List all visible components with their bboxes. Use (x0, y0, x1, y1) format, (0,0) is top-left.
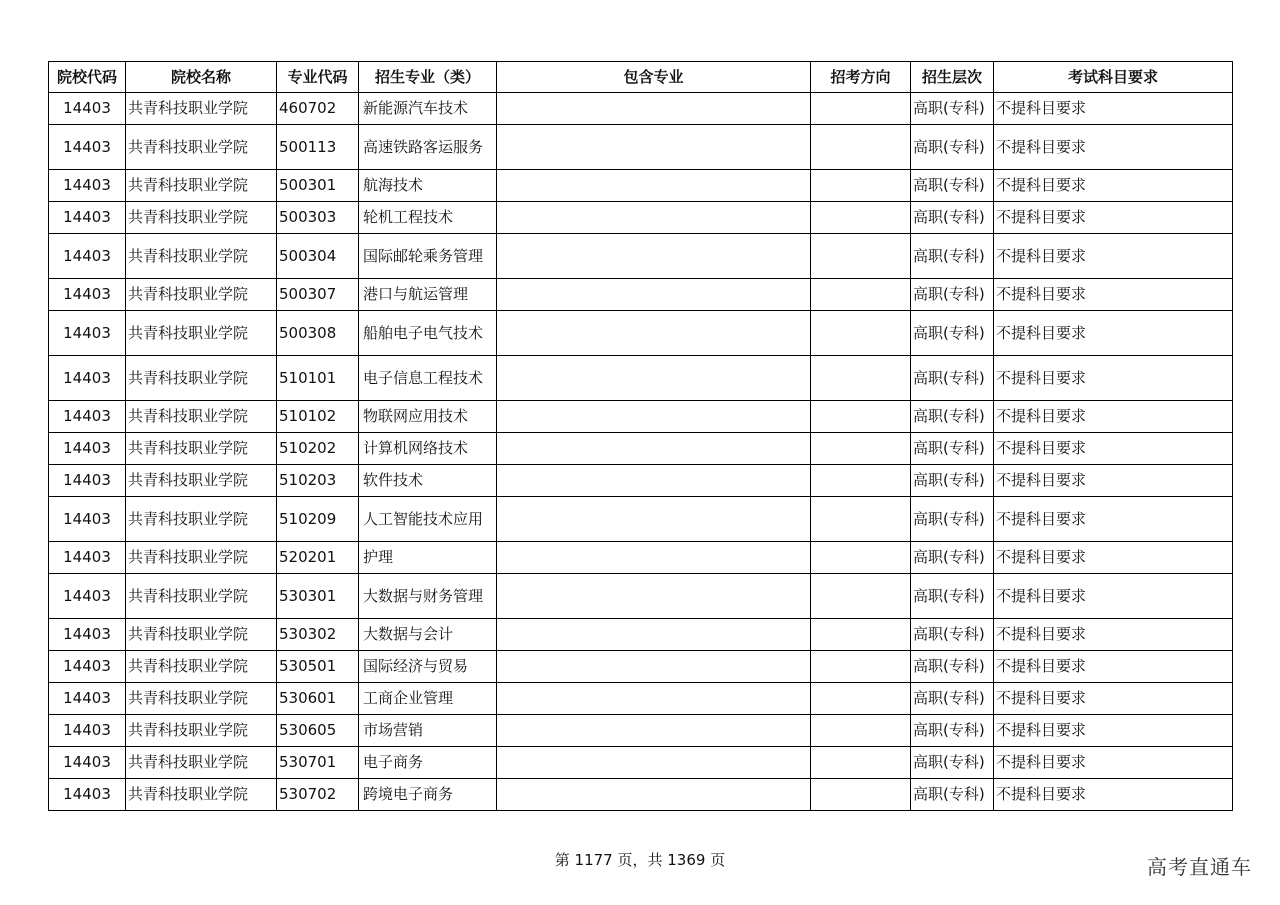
cell-school-code: 14403 (49, 651, 126, 683)
table-row (49, 747, 1233, 779)
cell-subject-requirement: 不提科目要求 (994, 125, 1233, 170)
cell-major-name: 港口与航运管理 (359, 279, 497, 311)
cell-school-code: 14403 (49, 202, 126, 234)
cell-school-code: 14403 (49, 279, 126, 311)
cell-school-code: 14403 (49, 125, 126, 170)
cell-school-code: 14403 (49, 311, 126, 356)
table-row (49, 93, 1233, 125)
cell-school-code: 14403 (49, 170, 126, 202)
table-row (49, 279, 1233, 311)
cell-major-code: 510102 (277, 401, 359, 433)
cell-direction (811, 234, 911, 279)
cell-subject-requirement: 不提科目要求 (994, 202, 1233, 234)
cell-major-name: 高速铁路客运服务 (359, 125, 497, 170)
cell-major-code: 500113 (277, 125, 359, 170)
table-row (49, 465, 1233, 497)
cell-school-name: 共青科技职业学院 (126, 574, 277, 619)
cell-school-name: 共青科技职业学院 (126, 651, 277, 683)
cell-subject-requirement: 不提科目要求 (994, 465, 1233, 497)
cell-level: 高职(专科) (911, 311, 994, 356)
cell-school-code: 14403 (49, 715, 126, 747)
cell-direction (811, 619, 911, 651)
cell-major-code: 510101 (277, 356, 359, 401)
cell-school-code: 14403 (49, 683, 126, 715)
cell-level: 高职(专科) (911, 574, 994, 619)
cell-included-majors (497, 651, 811, 683)
cell-school-code: 14403 (49, 497, 126, 542)
page-number: 第 1177 页，共 1369 页 (554, 851, 726, 869)
cell-major-name: 国际经济与贸易 (359, 651, 497, 683)
table-row (49, 433, 1233, 465)
cell-major-code: 500303 (277, 202, 359, 234)
cell-included-majors (497, 401, 811, 433)
cell-school-code: 14403 (49, 619, 126, 651)
header-included-majors: 包含专业 (497, 62, 811, 93)
cell-included-majors (497, 779, 811, 811)
cell-school-name: 共青科技职业学院 (126, 125, 277, 170)
cell-direction (811, 125, 911, 170)
cell-direction (811, 715, 911, 747)
cell-major-code: 500304 (277, 234, 359, 279)
cell-school-name: 共青科技职业学院 (126, 465, 277, 497)
cell-included-majors (497, 356, 811, 401)
cell-included-majors (497, 170, 811, 202)
cell-direction (811, 497, 911, 542)
header-major-code: 专业代码 (277, 62, 359, 93)
cell-included-majors (497, 433, 811, 465)
admissions-table (48, 61, 1233, 811)
table-row (49, 125, 1233, 170)
cell-subject-requirement: 不提科目要求 (994, 651, 1233, 683)
cell-major-code: 510203 (277, 465, 359, 497)
cell-direction (811, 356, 911, 401)
cell-school-name: 共青科技职业学院 (126, 234, 277, 279)
cell-major-name: 计算机网络技术 (359, 433, 497, 465)
table-row (49, 311, 1233, 356)
cell-level: 高职(专科) (911, 356, 994, 401)
cell-level: 高职(专科) (911, 170, 994, 202)
cell-included-majors (497, 125, 811, 170)
cell-major-code: 510202 (277, 433, 359, 465)
cell-major-code: 500307 (277, 279, 359, 311)
cell-major-name: 电子信息工程技术 (359, 356, 497, 401)
cell-subject-requirement: 不提科目要求 (994, 433, 1233, 465)
cell-level: 高职(专科) (911, 234, 994, 279)
table-row (49, 170, 1233, 202)
cell-direction (811, 202, 911, 234)
cell-included-majors (497, 683, 811, 715)
cell-included-majors (497, 542, 811, 574)
cell-school-name: 共青科技职业学院 (126, 747, 277, 779)
cell-school-name: 共青科技职业学院 (126, 619, 277, 651)
cell-major-name: 工商企业管理 (359, 683, 497, 715)
cell-level: 高职(专科) (911, 683, 994, 715)
cell-subject-requirement: 不提科目要求 (994, 747, 1233, 779)
cell-school-code: 14403 (49, 779, 126, 811)
cell-subject-requirement: 不提科目要求 (994, 279, 1233, 311)
admissions-table-container (48, 61, 1232, 811)
cell-level: 高职(专科) (911, 651, 994, 683)
table-row (49, 497, 1233, 542)
cell-major-code: 530501 (277, 651, 359, 683)
table-body (49, 93, 1233, 811)
cell-major-code: 530601 (277, 683, 359, 715)
cell-included-majors (497, 202, 811, 234)
cell-level: 高职(专科) (911, 779, 994, 811)
cell-school-name: 共青科技职业学院 (126, 715, 277, 747)
cell-direction (811, 311, 911, 356)
cell-subject-requirement: 不提科目要求 (994, 497, 1233, 542)
cell-direction (811, 465, 911, 497)
cell-level: 高职(专科) (911, 433, 994, 465)
watermark-text: 高考直通车 (1147, 855, 1252, 879)
cell-included-majors (497, 715, 811, 747)
cell-school-code: 14403 (49, 574, 126, 619)
cell-school-code: 14403 (49, 234, 126, 279)
table-row (49, 401, 1233, 433)
cell-major-name: 轮机工程技术 (359, 202, 497, 234)
cell-included-majors (497, 747, 811, 779)
cell-school-name: 共青科技职业学院 (126, 311, 277, 356)
cell-included-majors (497, 619, 811, 651)
cell-school-code: 14403 (49, 433, 126, 465)
cell-school-name: 共青科技职业学院 (126, 279, 277, 311)
table-row (49, 683, 1233, 715)
cell-included-majors (497, 465, 811, 497)
cell-included-majors (497, 574, 811, 619)
cell-direction (811, 542, 911, 574)
cell-direction (811, 401, 911, 433)
cell-included-majors (497, 311, 811, 356)
cell-subject-requirement: 不提科目要求 (994, 574, 1233, 619)
cell-major-code: 510209 (277, 497, 359, 542)
cell-direction (811, 651, 911, 683)
cell-school-name: 共青科技职业学院 (126, 401, 277, 433)
cell-subject-requirement: 不提科目要求 (994, 311, 1233, 356)
cell-major-name: 人工智能技术应用 (359, 497, 497, 542)
cell-major-code: 530302 (277, 619, 359, 651)
cell-level: 高职(专科) (911, 715, 994, 747)
cell-major-code: 530702 (277, 779, 359, 811)
cell-subject-requirement: 不提科目要求 (994, 93, 1233, 125)
cell-school-name: 共青科技职业学院 (126, 202, 277, 234)
table-row (49, 619, 1233, 651)
cell-school-code: 14403 (49, 401, 126, 433)
cell-level: 高职(专科) (911, 125, 994, 170)
header-school-code: 院校代码 (49, 62, 126, 93)
cell-subject-requirement: 不提科目要求 (994, 356, 1233, 401)
cell-school-code: 14403 (49, 93, 126, 125)
table-row (49, 234, 1233, 279)
cell-direction (811, 683, 911, 715)
cell-included-majors (497, 234, 811, 279)
cell-school-code: 14403 (49, 356, 126, 401)
cell-school-name: 共青科技职业学院 (126, 542, 277, 574)
cell-major-code: 500301 (277, 170, 359, 202)
cell-level: 高职(专科) (911, 401, 994, 433)
cell-major-name: 市场营销 (359, 715, 497, 747)
cell-major-code: 530301 (277, 574, 359, 619)
header-level: 招生层次 (911, 62, 994, 93)
cell-included-majors (497, 279, 811, 311)
cell-major-name: 新能源汽车技术 (359, 93, 497, 125)
cell-major-name: 物联网应用技术 (359, 401, 497, 433)
cell-level: 高职(专科) (911, 465, 994, 497)
cell-school-name: 共青科技职业学院 (126, 683, 277, 715)
table-row (49, 356, 1233, 401)
cell-major-code: 460702 (277, 93, 359, 125)
cell-included-majors (497, 93, 811, 125)
cell-major-name: 船舶电子电气技术 (359, 311, 497, 356)
cell-subject-requirement: 不提科目要求 (994, 542, 1233, 574)
cell-school-code: 14403 (49, 542, 126, 574)
cell-direction (811, 170, 911, 202)
cell-major-code: 530605 (277, 715, 359, 747)
cell-school-name: 共青科技职业学院 (126, 356, 277, 401)
cell-school-code: 14403 (49, 465, 126, 497)
cell-school-name: 共青科技职业学院 (126, 170, 277, 202)
header-school-name: 院校名称 (126, 62, 277, 93)
cell-direction (811, 279, 911, 311)
cell-subject-requirement: 不提科目要求 (994, 234, 1233, 279)
cell-direction (811, 574, 911, 619)
cell-major-name: 电子商务 (359, 747, 497, 779)
cell-major-name: 护理 (359, 542, 497, 574)
table-row (49, 779, 1233, 811)
cell-major-name: 国际邮轮乘务管理 (359, 234, 497, 279)
cell-direction (811, 93, 911, 125)
cell-subject-requirement: 不提科目要求 (994, 619, 1233, 651)
table-row (49, 202, 1233, 234)
cell-subject-requirement: 不提科目要求 (994, 170, 1233, 202)
cell-level: 高职(专科) (911, 279, 994, 311)
cell-level: 高职(专科) (911, 202, 994, 234)
cell-major-code: 530701 (277, 747, 359, 779)
cell-school-code: 14403 (49, 747, 126, 779)
cell-major-name: 航海技术 (359, 170, 497, 202)
cell-direction (811, 779, 911, 811)
cell-level: 高职(专科) (911, 747, 994, 779)
cell-subject-requirement: 不提科目要求 (994, 779, 1233, 811)
cell-major-name: 大数据与会计 (359, 619, 497, 651)
cell-school-name: 共青科技职业学院 (126, 497, 277, 542)
header-subject-requirement: 考试科目要求 (994, 62, 1233, 93)
cell-direction (811, 747, 911, 779)
cell-direction (811, 433, 911, 465)
cell-subject-requirement: 不提科目要求 (994, 715, 1233, 747)
table-header-row (49, 62, 1233, 93)
table-row (49, 542, 1233, 574)
cell-level: 高职(专科) (911, 93, 994, 125)
cell-major-code: 520201 (277, 542, 359, 574)
cell-level: 高职(专科) (911, 542, 994, 574)
cell-school-name: 共青科技职业学院 (126, 433, 277, 465)
cell-major-name: 跨境电子商务 (359, 779, 497, 811)
table-row (49, 574, 1233, 619)
table-row (49, 715, 1233, 747)
header-direction: 招考方向 (811, 62, 911, 93)
table-row (49, 651, 1233, 683)
cell-school-name: 共青科技职业学院 (126, 93, 277, 125)
cell-subject-requirement: 不提科目要求 (994, 683, 1233, 715)
header-major-name: 招生专业（类） (359, 62, 497, 93)
cell-major-code: 500308 (277, 311, 359, 356)
cell-subject-requirement: 不提科目要求 (994, 401, 1233, 433)
cell-level: 高职(专科) (911, 619, 994, 651)
cell-level: 高职(专科) (911, 497, 994, 542)
cell-included-majors (497, 497, 811, 542)
cell-school-name: 共青科技职业学院 (126, 779, 277, 811)
cell-major-name: 软件技术 (359, 465, 497, 497)
cell-major-name: 大数据与财务管理 (359, 574, 497, 619)
